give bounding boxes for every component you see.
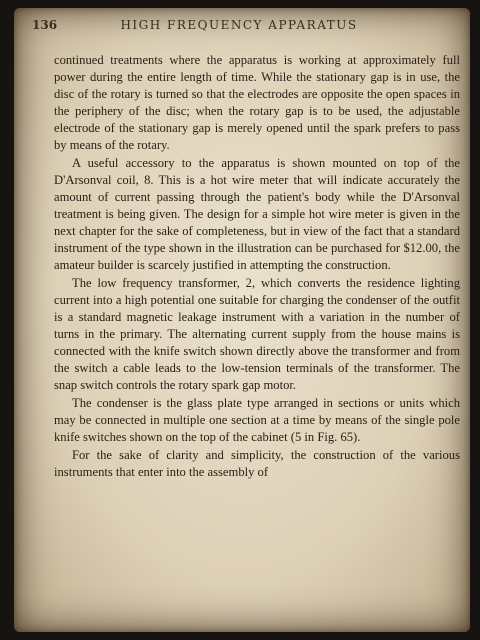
paragraph-condenser: The condenser is the glass plate type arranged in sections or units which may be connected in multiple one section at a time by means of the single pole knife switches shown on the top of the cabinet (5 in Fig. 65). — [54, 396, 460, 444]
paragraph-gap-operation: continued treatments where the apparatus is working at approximately full power during the entire length of time. While the stationary gap is in use, the disc of the rotary is turned so that the electrodes are opposite the open spaces in the periphery of the disc; when the rotary gap is to be used, the adjustable electrode of the stationary gap is merely opened until the spark prefers to pass by means of the rotary. — [54, 53, 460, 152]
paragraph-construction: For the sake of clarity and simplicity, the construction of the various instruments that enter into the assembly of — [54, 448, 460, 479]
book-page — [14, 8, 470, 632]
paragraph-transformer: The low frequency transformer, 2, which converts the residence lighting current into a high potential one suitable for charging the condenser of the outfit is a standard magnetic leakage instrument with a variation in the number of turns in the primary. The alternating current supply from the house mains is connected with the knife switch shown directly above the transformer and from the switch a cable leads to the low-tension terminals of the transformer. The snap switch controls the rotary spark gap motor. — [54, 276, 460, 392]
paragraph-hot-wire-meter: A useful accessory to the apparatus is shown mounted on top of the D'Arsonval coil, 8. This is a hot wire meter that will indicate accurately the amount of current passing through the patient's body while the D'Arsonval treatment is being given. The design for a simple hot wire meter is given in the next chapter for the sake of completeness, but in view of the fact that a standard instrument of the type shown in the illustration can be purchased for $12.00, the amateur builder is scarcely justified in attempting the construction. — [54, 156, 460, 272]
body-text — [54, 52, 460, 481]
running-head — [32, 18, 446, 36]
page-number: 136 — [32, 18, 58, 32]
running-title: HIGH FREQUENCY APPARATUS — [120, 18, 358, 32]
